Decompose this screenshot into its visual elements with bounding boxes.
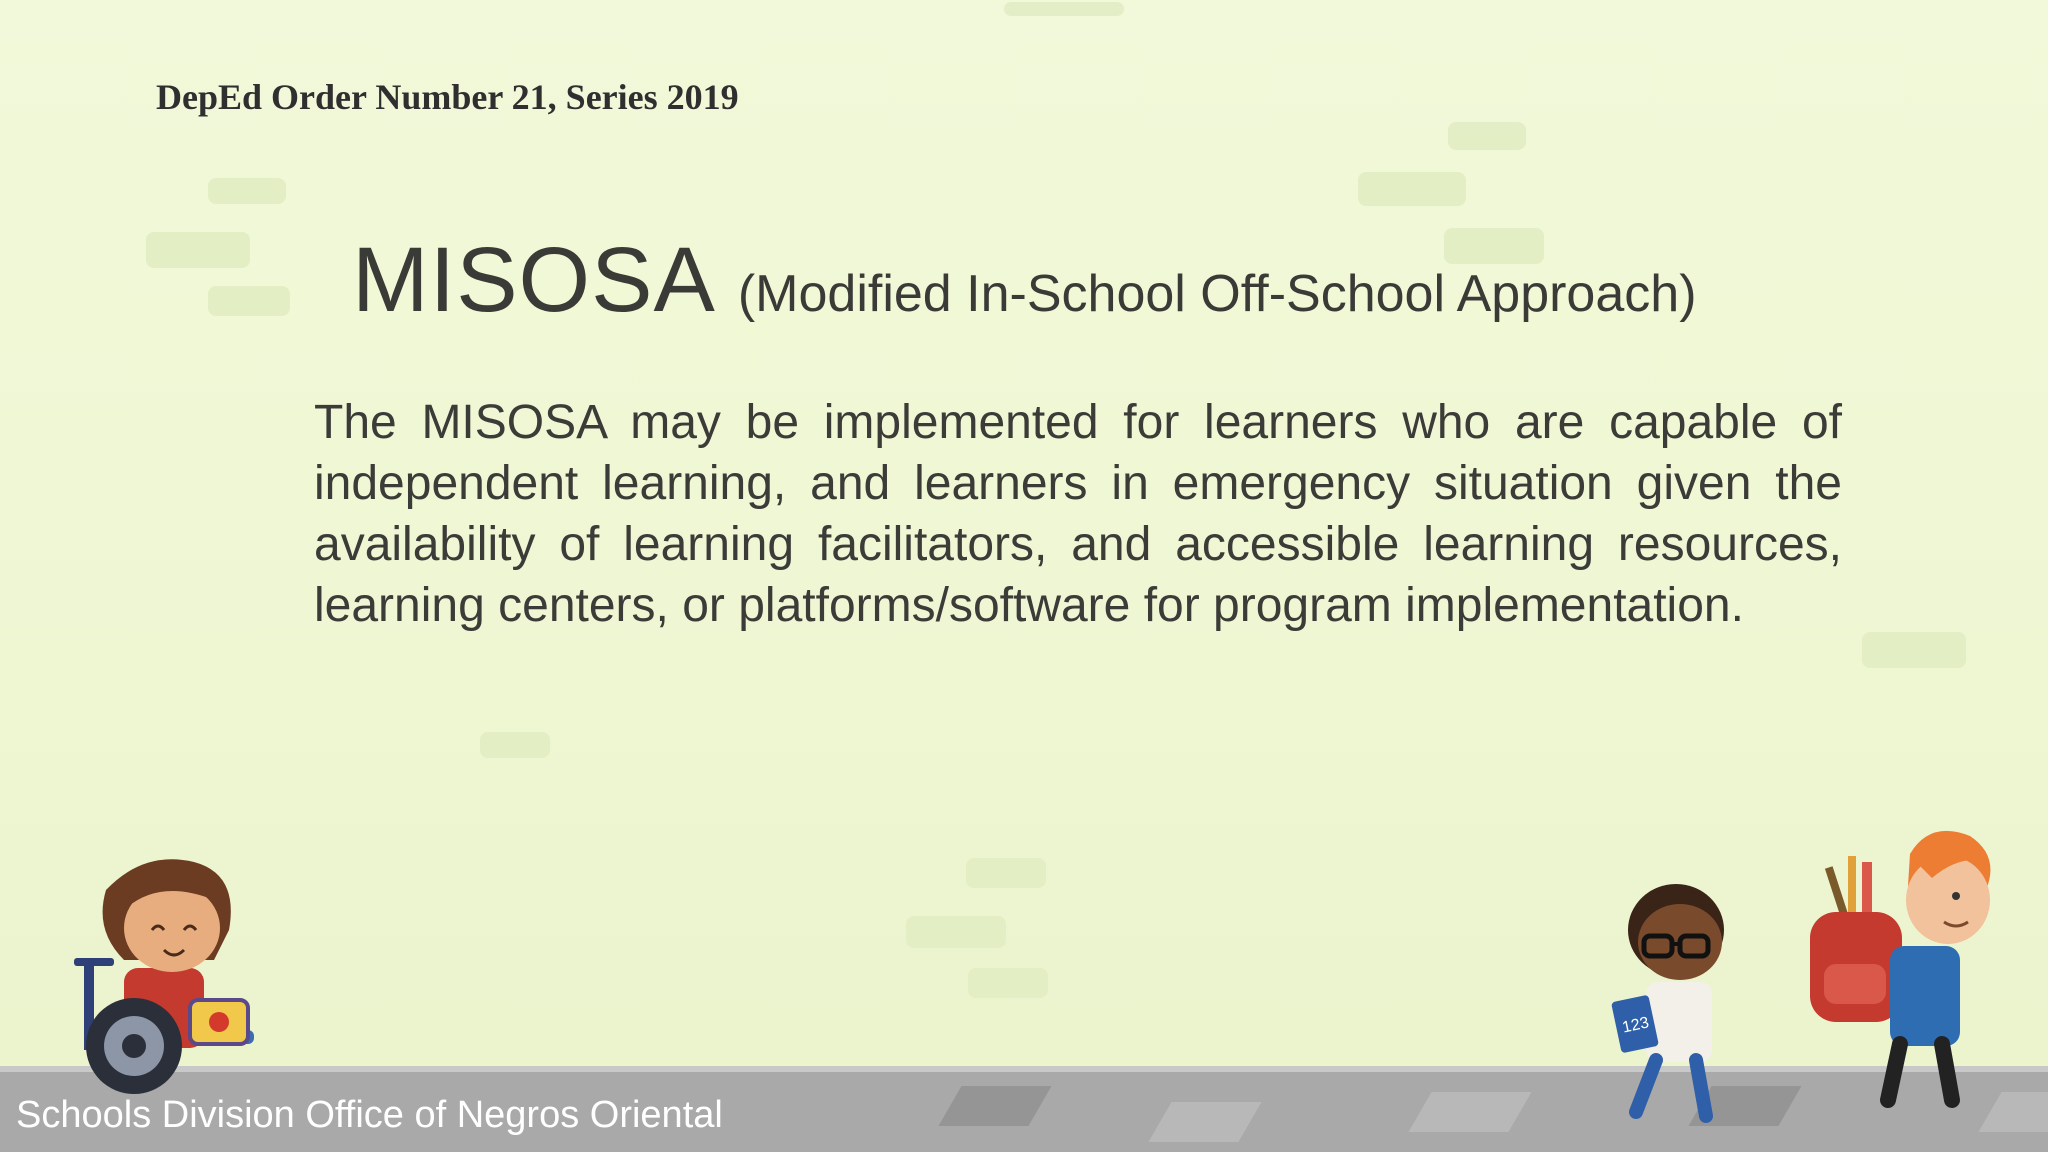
background-dash <box>966 858 1046 888</box>
boy-with-book-illustration <box>1596 880 1766 1130</box>
book-label: 123 <box>1620 1014 1651 1037</box>
girl-in-wheelchair-illustration <box>64 850 314 1100</box>
slide-title <box>352 228 1697 333</box>
background-dash <box>1004 2 1124 16</box>
background-dash <box>1862 632 1966 668</box>
title-expansion: (Modified In-School Off-School Approach) <box>737 265 1697 323</box>
background-dash <box>1448 122 1526 150</box>
background-dash <box>968 968 1048 998</box>
boy-with-backpack-illustration <box>1800 826 2000 1116</box>
background-dash <box>1358 172 1466 206</box>
deped-order-header: DepEd Order Number 21, Series 2019 <box>156 77 739 117</box>
background-dash <box>146 232 250 268</box>
background-dash <box>480 732 550 758</box>
road-stripe <box>1408 1092 1531 1132</box>
background-dash <box>208 286 290 316</box>
background-dash <box>208 178 286 204</box>
footer-division-office: Schools Division Office of Negros Oriental <box>16 1094 723 1136</box>
background-dash <box>906 916 1006 948</box>
road-stripe <box>1148 1102 1261 1142</box>
title-acronym: MISOSA <box>352 229 716 331</box>
body-paragraph: The MISOSA may be implemented for learners who are capable of independent learning, and learners in emergency situation given the availability of learning facilitators, and accessible learning resources, learning centers, or platforms/software for program implementation. <box>314 396 1842 632</box>
road-stripe <box>938 1086 1051 1126</box>
